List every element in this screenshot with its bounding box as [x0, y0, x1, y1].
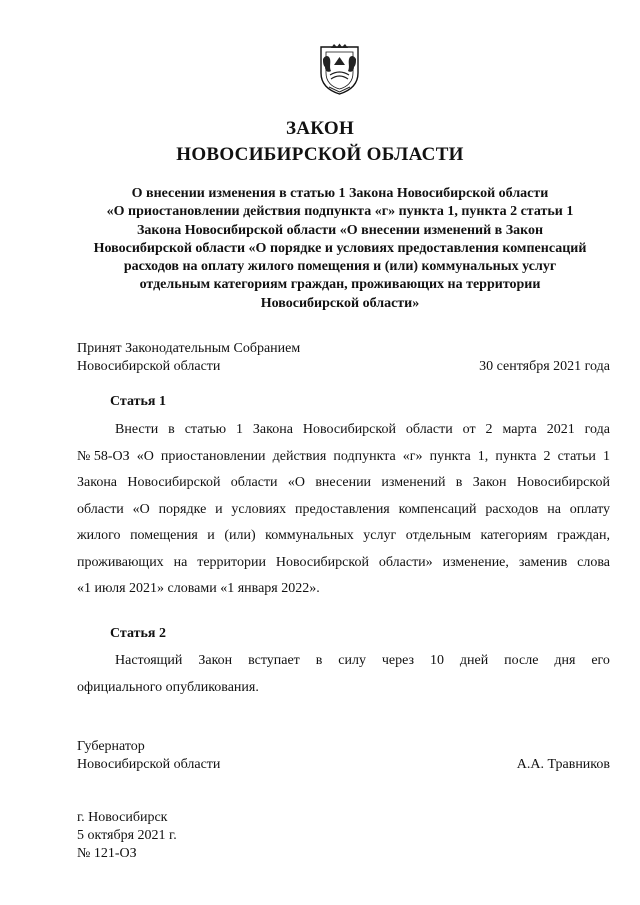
- paragraph-line: [77, 417, 610, 444]
- word: марта: [502, 422, 537, 437]
- subject-line: «О приостановлении действия подпункта «г» пункта 1, пункта 2 статьи 1: [106, 204, 574, 220]
- law-number: № 121-ОЗ: [77, 846, 137, 861]
- word: области: [230, 475, 278, 490]
- word: статью: [184, 422, 227, 437]
- article-2-body: [77, 648, 610, 701]
- word: через: [381, 653, 415, 668]
- word: «г»: [402, 448, 423, 464]
- word: статьи: [557, 448, 596, 464]
- subject-line: отдельным категориям граждан, проживающих на территории: [139, 277, 541, 293]
- word: изменение,: [442, 554, 509, 570]
- adopted-by-label: Принят Законодательным Собранием: [77, 341, 301, 356]
- word: области»: [378, 554, 433, 570]
- subject-line: Новосибирской области»: [260, 295, 420, 311]
- word: дней: [459, 653, 489, 668]
- word: действия: [272, 448, 327, 464]
- subject-line: О внесении изменения в статью 1 Закона Новосибирской области: [131, 186, 549, 201]
- word: услуг: [363, 528, 397, 543]
- word: дня: [554, 653, 576, 668]
- document-type-heading: ЗАКОН: [285, 118, 355, 139]
- word: предоставления: [294, 501, 390, 517]
- paragraph-line: [77, 523, 610, 550]
- word: приостановлении: [160, 448, 266, 464]
- signature-block: [77, 738, 610, 774]
- word: компенсаций: [398, 501, 477, 517]
- word: после: [504, 653, 539, 668]
- word: пункта: [495, 448, 537, 464]
- paragraph-line: [77, 444, 610, 471]
- adoption-block: [77, 340, 610, 376]
- article-1-title: Статья 1: [110, 394, 166, 409]
- word: 2: [543, 448, 551, 464]
- word: внесении: [315, 475, 372, 490]
- word: на: [173, 554, 188, 570]
- word: вступает: [248, 653, 300, 668]
- word: года: [584, 422, 610, 437]
- signatory-name: А.А. Травников: [516, 757, 610, 772]
- word: оплату: [569, 501, 610, 517]
- word: силу: [338, 653, 366, 668]
- adoption-date: 30 сентября 2021 года: [479, 359, 610, 374]
- word: коммунальных: [265, 528, 354, 543]
- signing-date: 5 октября 2021 г.: [77, 828, 177, 843]
- adopted-by-region: Новосибирской области: [77, 359, 221, 374]
- word: Внести: [115, 422, 159, 437]
- signatory-title: Губернатор: [77, 739, 145, 754]
- word: заменив: [518, 554, 568, 570]
- article-2-title: Статья 2: [110, 626, 166, 641]
- word: подпункта: [333, 448, 396, 464]
- word: и: [207, 528, 215, 543]
- word: в: [455, 475, 463, 490]
- paragraph-line: [77, 497, 610, 524]
- signatory-region: Новосибирской области: [77, 757, 221, 772]
- word: 1: [235, 422, 243, 437]
- word: Новосибирской: [127, 475, 221, 490]
- word: Настоящий: [115, 653, 183, 668]
- word: в: [315, 653, 323, 668]
- word: категориям: [480, 528, 548, 543]
- word: 1,: [477, 448, 489, 464]
- word: расходов: [485, 501, 539, 517]
- word: Закона: [77, 475, 118, 490]
- word: слова: [577, 554, 610, 570]
- subject-line: расходов на оплату жилого помещения и (или) коммунальных услуг: [123, 259, 557, 275]
- word: Новосибирской: [516, 475, 610, 490]
- word: «О: [287, 475, 305, 490]
- word: Закон: [198, 653, 233, 668]
- word: порядке: [158, 501, 207, 517]
- paragraph-line: [77, 648, 610, 675]
- paragraph-line: [77, 470, 610, 497]
- word: условиях: [231, 501, 287, 517]
- word: жилого: [77, 528, 121, 543]
- signing-city: г. Новосибирск: [77, 810, 168, 825]
- word: 2021: [546, 422, 575, 437]
- word: области: [77, 501, 124, 517]
- paragraph-last-line: «1 июля 2021» словами «1 января 2022».: [77, 581, 320, 596]
- word: 2: [485, 422, 493, 437]
- coat-of-arms-emblem: [317, 43, 362, 95]
- word: помещения: [130, 528, 198, 543]
- article-1-body: [77, 417, 610, 603]
- word: Новосибирской: [275, 554, 369, 570]
- word: проживающих: [77, 554, 164, 570]
- word: № 58-ОЗ: [77, 448, 130, 464]
- word: в: [168, 422, 175, 437]
- paragraph-last-line: официального опубликования.: [77, 679, 259, 695]
- word: (или): [224, 528, 256, 543]
- word: 10: [429, 653, 444, 668]
- word: на: [547, 501, 561, 517]
- word: Закон: [472, 475, 507, 490]
- word: области: [405, 422, 453, 437]
- word: отдельным: [405, 528, 471, 543]
- word: и: [215, 501, 223, 517]
- document-footer: [77, 809, 177, 863]
- subject-line: Закона Новосибирской области «О внесении изменений в Закон: [136, 222, 544, 238]
- word: изменений: [381, 475, 446, 490]
- word: пункта: [429, 448, 471, 464]
- paragraph-line: [77, 550, 610, 577]
- word: его: [591, 653, 610, 668]
- word: 1: [602, 448, 610, 464]
- word: территории: [197, 554, 266, 570]
- law-subject: [70, 185, 610, 313]
- region-heading: НОВОСИБИРСКОЙ ОБЛАСТИ: [176, 144, 464, 165]
- word: граждан,: [556, 528, 610, 543]
- word: Закона: [252, 422, 293, 437]
- word: от: [462, 422, 476, 437]
- word: «О: [136, 448, 154, 464]
- subject-line: Новосибирской области «О порядке и условиях предоставления компенсаций: [93, 240, 587, 256]
- word: Новосибирской: [302, 422, 396, 437]
- word: «О: [132, 501, 150, 517]
